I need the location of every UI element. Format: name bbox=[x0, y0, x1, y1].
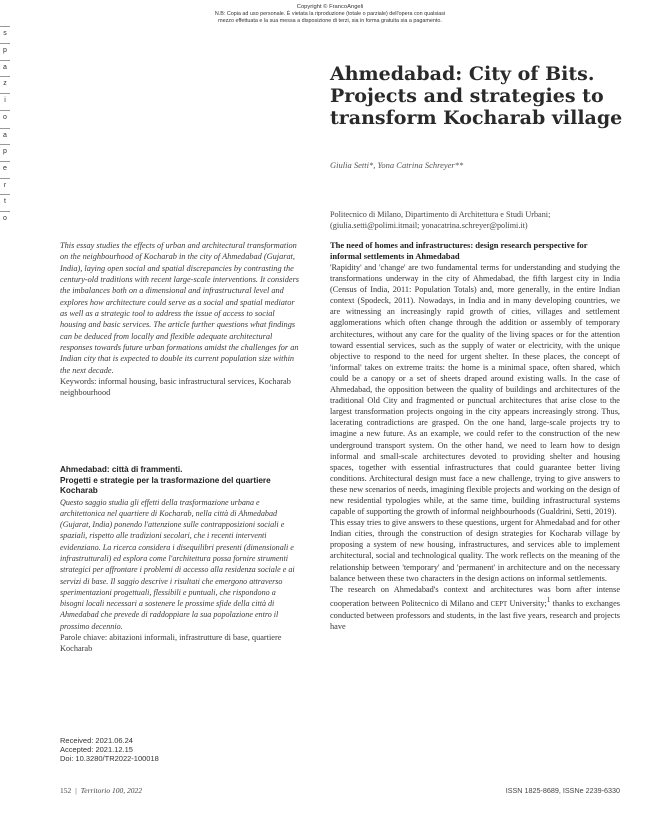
sidebar-letter: a bbox=[3, 64, 7, 71]
sidebar-rule bbox=[0, 43, 10, 44]
sidebar-letter: o bbox=[3, 215, 7, 222]
sidebar-letter: z bbox=[3, 80, 7, 87]
italian-abstract bbox=[60, 465, 300, 655]
article-title: Ahmedabad: City of Bits. Projects and strategies to transform Kocharab village bbox=[330, 63, 623, 129]
copyright-notice bbox=[150, 4, 510, 25]
article-authors: Giulia Setti*, Yona Catrina Schreyer** bbox=[330, 160, 464, 170]
sidebar-letter: r bbox=[3, 182, 7, 189]
doi: Doi: 10.3280/TR2022-100018 bbox=[60, 754, 159, 764]
sidebar-letter: i bbox=[4, 97, 6, 104]
page-number: 152 bbox=[60, 786, 72, 795]
body-paragraph-part: University; bbox=[507, 598, 547, 608]
sidebar-rule bbox=[0, 211, 10, 212]
section-heading: The need of homes and infrastructures: design research perspective for informal settlements in Ahmedabad bbox=[330, 240, 588, 261]
small-caps-text: CEPT bbox=[490, 600, 508, 608]
body-paragraph-part: thanks to exchanges conducted between professors and students, in the last five years, research and projects have bbox=[330, 598, 620, 631]
sidebar-rule bbox=[0, 110, 10, 111]
publication-dates bbox=[60, 736, 159, 764]
sidebar-rule bbox=[0, 93, 10, 94]
sidebar-rule bbox=[0, 128, 10, 129]
copyright-line-2: N.B: Copia ad uso personale. È vietata la riproduzione (totale o parziale) dell'opera con qualsiasi bbox=[214, 11, 446, 17]
sidebar-rule bbox=[0, 194, 10, 195]
journal-name: Territorio 100, 2022 bbox=[80, 786, 142, 795]
body-paragraph: 'Rapidity' and 'change' are two fundamental terms for understanding and studying the transformations underway in the city of Ahmedabad, the fifth largest city in India (Census of India, 2011: Population Totals) and, more generally, in the entire Indian context (Spodeck, 2011). Nowadays, in India and in many developing countries, we are witnessing an increasingly rapid growth of cities, villages and settlement agglomerations which often change through the addition or assembly of temporary architectures, without any care for the quality of the living spaces or for the attention toward essential services, such as the supply of water or electricity, with the unique objective to respond to the need for urgent shelter. In these places, the concept of 'informal' takes on extreme traits: the home is a minimal space, often shared, which could be a canopy or a set of sheets draped around existing walls. In the case of Ahmedabad, the opposition between the quality of buildings and architectures of the traditional Old City and fragmented or punctual architectures that arise close to the largest transformation projects ongoing in the city appears increasingly strong. Thus, lacerating contradictions are grasped. On the one hand, large-scale projects try to imagine a new future. As an example, we could refer to the construction of the new underground transport system. On the other hand, we need to learn how to design informal and small-scale architectures devoted to providing shelter and housing spaces, together with essential infrastructures that could guarantee better living conditions. Architectural design must face a new challenge, trying to give answers to these new scenarios of needs, imagining flexible projects and working on the design of new residential typologies while, at the same time, building infrastructural systems capable of supporting the growth of informal neighbourhoods (Gualdrini, Setti, 2019). bbox=[330, 263, 620, 517]
author-affiliation: Politecnico di Milano, Dipartimento di Architettura e Studi Urbani; (giulia.setti@polimi.itmail; yonacatrina.schreyer@polimi.it) bbox=[330, 210, 551, 230]
sidebar-letter: s bbox=[3, 30, 7, 37]
sidebar-rule bbox=[0, 161, 10, 162]
abstract-text: This essay studies the effects of urban and architectural transformation on the neighbourhood of Kocharab in the city of Ahmedabad (Gujarat, India), laying open social and spatial discrepancies by contrasting the century-old traditions with recent large-scale interventions. It considers the imbalances both on a dimensional and infrastructural level and explores how architecture could serve as a social and spatial mediator as well as a strategic tool to address the issue of access to social housing and basic services. The article further questions what findings can be deduced from locally and flexible adequate architectural responses towards future urban formations amidst the challenges for an Indian city that is expected to double its current population size within the next decade. bbox=[60, 241, 300, 375]
copyright-line-1: Copyright © FrancoAngeli bbox=[296, 4, 364, 10]
italian-title: Ahmedabad: città di frammenti. bbox=[60, 465, 183, 474]
sidebar-letter: o bbox=[3, 114, 7, 121]
sidebar-rule bbox=[0, 144, 10, 145]
sidebar-rule bbox=[0, 26, 10, 27]
sidebar-rule bbox=[0, 76, 10, 77]
sidebar-rule bbox=[0, 178, 10, 179]
body-paragraph-part: The research on Ahmedabad's context and architectures was born after intense cooperation between Politecnico di Milano and bbox=[330, 584, 620, 608]
body-paragraph bbox=[330, 584, 620, 632]
copyright-line-3: mezzo effettuata e la sua messa a disposizione di terzi, sia in forma gratuita sia a pagamento. bbox=[218, 18, 442, 24]
english-abstract bbox=[60, 240, 300, 399]
accepted-date: Accepted: 2021.12.15 bbox=[60, 745, 133, 755]
keywords: Keywords: informal housing, basic infrastructural services, Kocharab neighbourhood bbox=[60, 377, 291, 398]
italian-abstract-text: Questo saggio studia gli effetti della trasformazione urbana e architettonica nel quartiere di Kocharab, nella città di Ahmedabad (Gujarat, India) ponendo l'attenzione sulle contrapposizioni sociali e spaziali, rispetto alle tradizioni secolari, che i recenti interventi evidenziano. La ricerca considera i disequilibri presenti (dimensionali e infrastrutturali) ed esplora come l'architettura possa fornire strumenti strategici per affrontare i problemi di accesso alla residenza sociale e ai servizi di base. Il saggio descrive i risultati che emergono attraverso sperimentazioni progettuali, flessibili e puntuali, che rispondono a bisogni locali necessari a sostenere le prossime sfide della città di Ahmedabad che prevede di raddoppiare la sua popolazione entro il prossimo decennio. bbox=[60, 497, 295, 631]
main-body bbox=[330, 240, 620, 632]
sidebar-letter: p bbox=[3, 148, 7, 155]
italian-keywords: Parole chiave: abitazioni informali, infrastrutture di base, quartiere Kocharab bbox=[60, 633, 282, 654]
sidebar-rule bbox=[0, 60, 10, 61]
sidebar-letter: e bbox=[3, 165, 7, 172]
footnote-marker[interactable]: 1 bbox=[546, 596, 551, 604]
received-date: Received: 2021.06.24 bbox=[60, 736, 133, 745]
sidebar-letter: a bbox=[3, 132, 7, 139]
sidebar-letter: p bbox=[3, 47, 7, 54]
page-footer-left: 152 | Territorio 100, 2022 bbox=[60, 786, 142, 795]
italian-subtitle: Progetti e strategie per la trasformazione del quartiere Kocharab bbox=[60, 475, 271, 495]
issn: ISSN 1825-8689, ISSNe 2239-6330 bbox=[505, 786, 620, 795]
body-paragraph: This essay tries to give answers to these questions, urgent for Ahmedabad and for other Indian cities, through the construction of design strategies for Kocharab village by proposing a system of new housing, infrastructures, and services able to implement architectural, social and technological quality. The work reflects on the meaning of the relationship between 'temporary' and 'permanent' in architecture and on the necessary balance between these two characters in the design actions on informal settlements. bbox=[330, 518, 620, 583]
sidebar-letter: t bbox=[4, 198, 6, 205]
